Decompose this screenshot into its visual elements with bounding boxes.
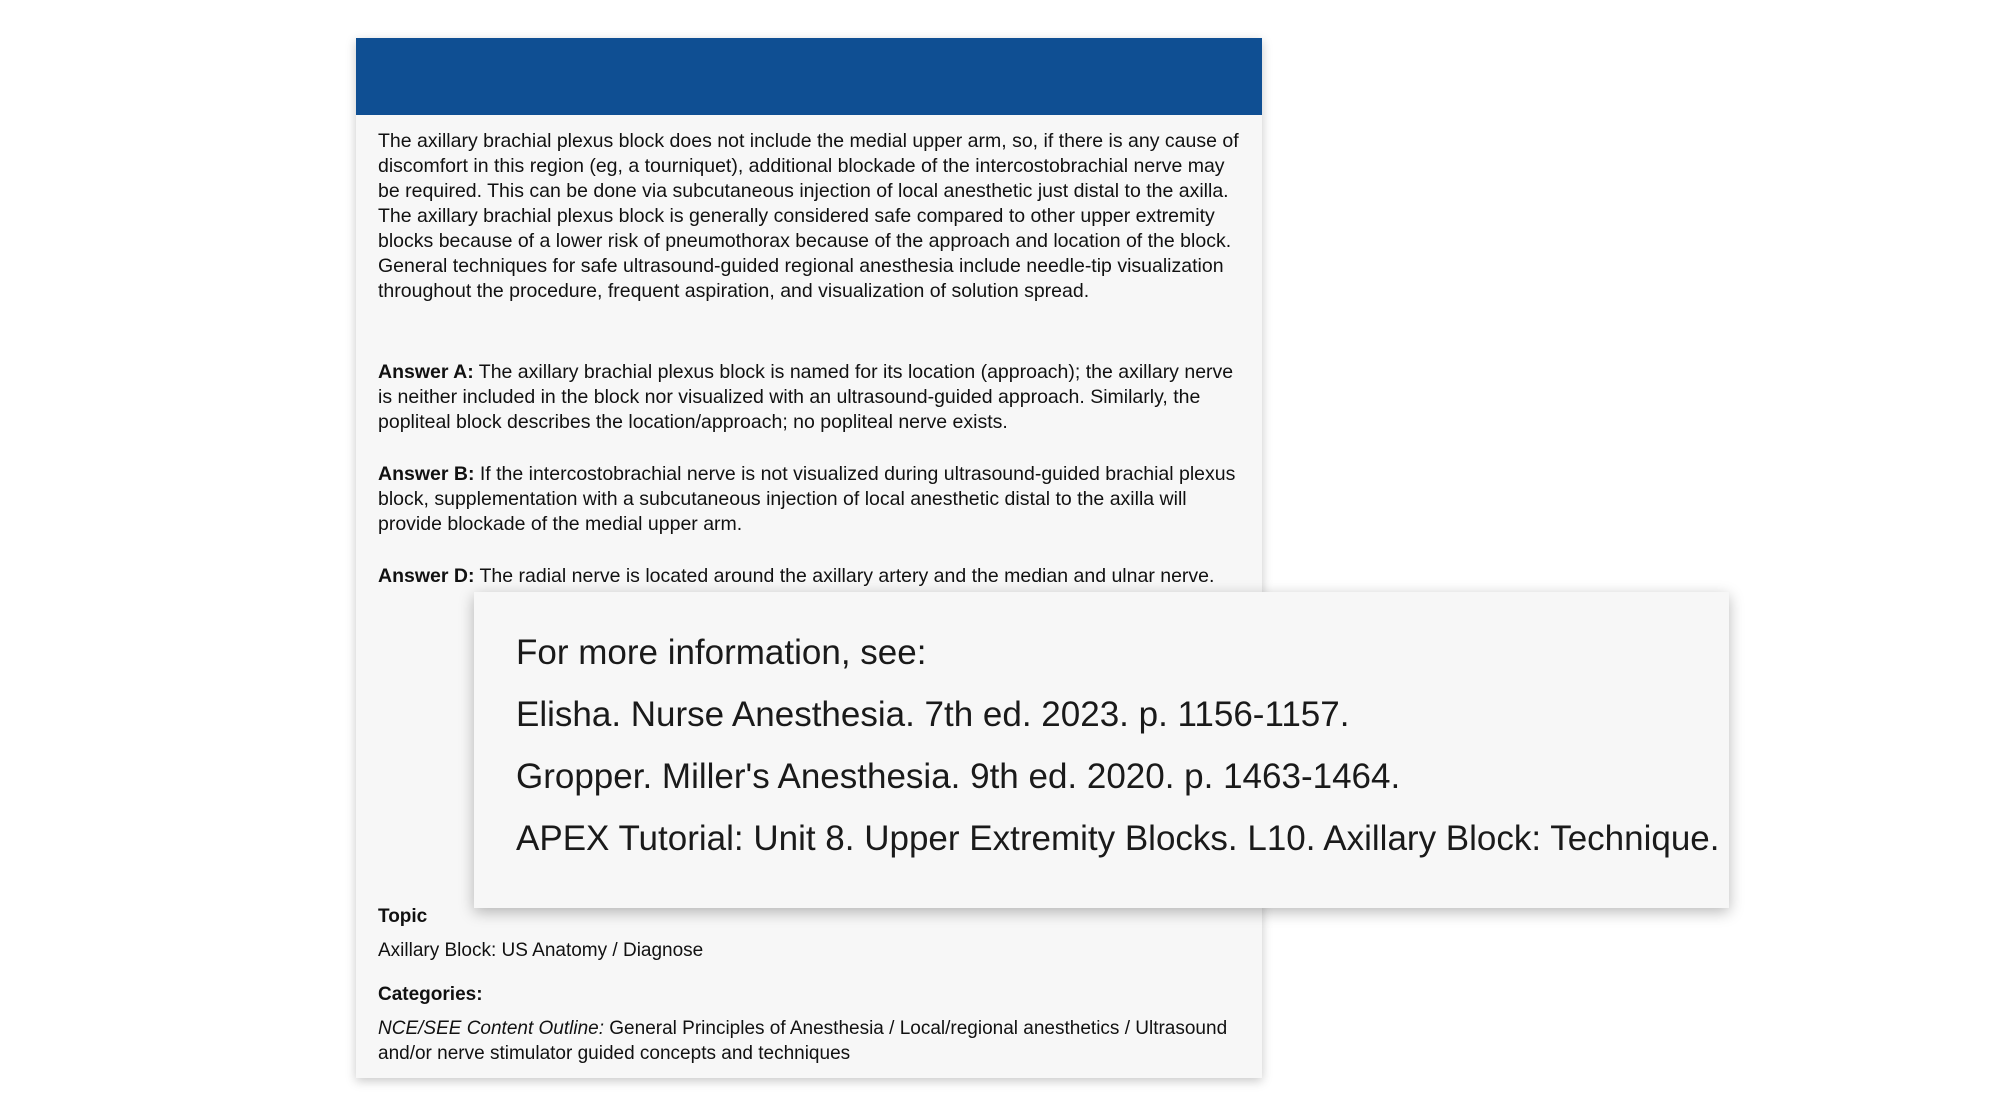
reference-item: Gropper. Miller's Anesthesia. 9th ed. 2020. p. 1463-1464.	[516, 757, 1401, 796]
topic-label: Topic	[378, 906, 428, 927]
answer-a-label: Answer A:	[378, 361, 474, 383]
explanation-body	[356, 115, 1262, 589]
reference-item: APEX Tutorial: Unit 8. Upper Extremity Blocks. L10. Axillary Block: Technique.	[516, 819, 1720, 858]
category-path: General Principles of Anesthesia / Local/regional anesthetics / Ultrasound and/or nerve stimulator guided concepts and techniques	[378, 1018, 1228, 1064]
answer-d-text: The radial nerve is located around the axillary artery and the median and ulnar nerve.	[474, 565, 1215, 587]
answer-d-label: Answer D:	[378, 565, 475, 587]
categories-label: Categories:	[378, 984, 483, 1005]
references-popup	[474, 592, 1729, 908]
card-header-bar	[356, 38, 1262, 115]
answer-b-label: Answer B:	[378, 463, 475, 485]
answer-b-text: If the intercostobrachial nerve is not visualized during ultrasound-guided brachial plexus block, supplementation with a subcutaneous injection of local anesthetic distal to the axilla will provide blockade of the medial upper arm.	[378, 463, 1236, 535]
category-value	[378, 1016, 1240, 1066]
reference-item: Elisha. Nurse Anesthesia. 7th ed. 2023. p. 1156-1157.	[516, 695, 1350, 734]
references-list	[516, 622, 1720, 870]
answer-b	[378, 462, 1240, 537]
question-meta	[378, 904, 1240, 1085]
topic-value: Axillary Block: US Anatomy / Diagnose	[378, 940, 704, 961]
answer-d	[378, 564, 1240, 589]
answer-a-text: The axillary brachial plexus block is named for its location (approach); the axillary nerve is neither included in the block nor visualized with an ultrasound-guided approach. Similarly, the popliteal block describes the location/approach; no popliteal nerve exists.	[378, 361, 1234, 433]
references-heading: For more information, see:	[516, 633, 927, 672]
explanation-intro: The axillary brachial plexus block does not include the medial upper arm, so, if there is any cause of discomfort in this region (eg, a tourniquet), additional blockade of the intercostobrachial nerve may be required. This can be done via subcutaneous injection of local anesthetic just distal to the axilla. The axillary brachial plexus block is generally considered safe compared to other upper extremity blocks because of a lower risk of pneumothorax because of the approach and location of the block. General techniques for safe ultrasound-guided regional anesthesia include needle-tip visualization throughout the procedure, frequent aspiration, and visualization of solution spread.	[378, 130, 1239, 302]
explanation-card	[356, 38, 1262, 1078]
answer-a	[378, 360, 1240, 435]
category-outline-label: NCE/SEE Content Outline:	[378, 1018, 604, 1039]
